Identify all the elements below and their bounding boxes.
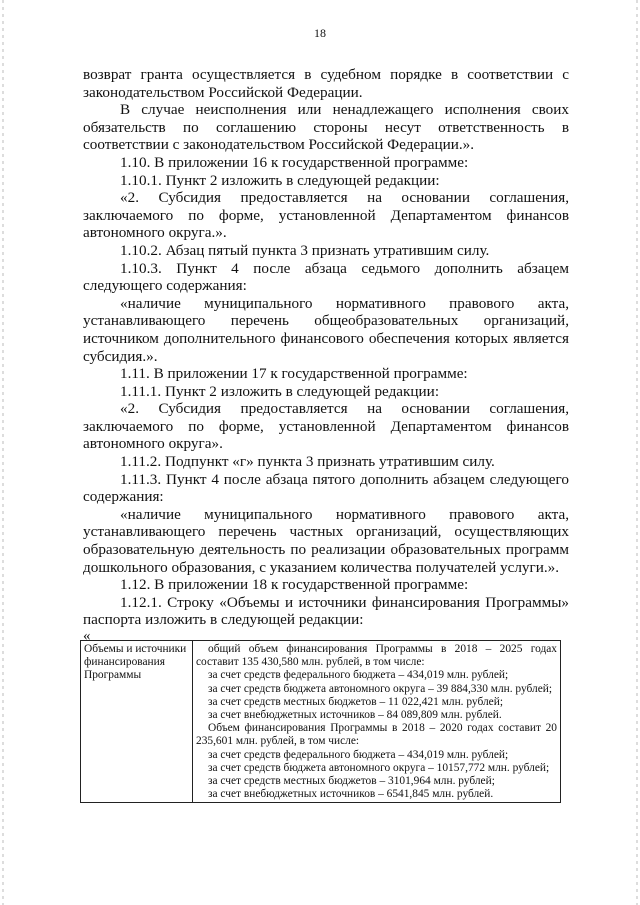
document-body [83,66,569,644]
funding-line: за счет средств федерального бюджета – 434,019 млн. рублей; [208,748,509,761]
paragraph: «2. Субсидия предоставляется на основании соглашения, заключаемого по форме, установленной Департаментом финансов автономного округа». [83,400,569,453]
paragraph: «наличие муниципального нормативного правового акта, устанавливающего перечень общеобразовательных организаций, источником дополнительного финансового обеспечения которых является субсидия.». [83,294,569,365]
funding-line: за счет средств местных бюджетов – 3101,964 млн. рублей; [208,775,495,788]
paragraph: 1.10.3. Пункт 4 после абзаца седьмого дополнить абзацем следующего содержания: [83,259,569,295]
paragraph: 1.12.1. Строку «Объемы и источники финансирования Программы» паспорта изложить в следующей редакции: [83,593,569,629]
paragraph: В случае неисполнения или ненадлежащего исполнения своих обязательств по соглашению стороны несут ответственность в соответствии с законодательством Российской Федерации.». [83,101,569,154]
paragraph: 1.10. В приложении 16 к государственной программе: [120,153,469,171]
paragraph: «2. Субсидия предоставляется на основании соглашения, заключаемого по форме, установленной Департаментом финансов автономного округа.». [83,189,569,242]
paragraph: 1.11. В приложении 17 к государственной программе: [120,365,468,383]
paragraph: 1.11.3. Пункт 4 после абзаца пятого дополнить абзацем следующего содержания: [83,470,569,506]
funding-line: за счет средств бюджета автономного округа – 39 884,330 млн. рублей; [208,682,553,695]
table-row [81,641,561,803]
funding-line: за счет внебюджетных источников – 6541,845 млн. рублей. [208,788,494,801]
paragraph: 1.11.1. Пункт 2 изложить в следующей редакции: [120,382,440,400]
funding-line: за счет средств бюджета автономного округа – 10157,772 млн. рублей; [208,761,550,774]
paragraph: «наличие муниципального нормативного правового акта, устанавливающего перечень частных организаций, осуществляющих образовательную деятельность по реализации образовательных программ дошкольного образования, с указанием количества получателей услуги.». [83,505,569,576]
funding-line: за счет средств местных бюджетов – 11 022,421 млн. рублей; [208,695,503,708]
scan-edge-right [636,0,638,905]
paragraph: 1.10.1. Пункт 2 изложить в следующей редакции: [120,171,440,189]
funding-line: Объем финансирования Программы в 2018 – 2020 годах составит 20 235,601 млн. рублей, в том числе: [196,722,557,748]
scan-edge-left [2,0,4,905]
paragraph: возврат гранта осуществляется в судебном порядке в соответствии с законодательством Российской Федерации. [83,66,569,101]
page-number: 18 [314,26,326,40]
opening-quote-mark: « [83,628,91,644]
paragraph: 1.11.2. Подпункт «г» пункта 3 признать утратившим силу. [120,453,495,471]
funding-line: общий объем финансирования Программы в 2018 – 2025 годах составит 135 430,580 млн. рублей, в том числе: [196,643,557,669]
paragraph: 1.10.2. Абзац пятый пункта 3 признать утратившим силу. [120,241,490,259]
funding-line: за счет средств федерального бюджета – 434,019 млн. рублей; [208,669,509,682]
row-label-cell: Объемы и источники финансирования Программы [81,641,193,803]
paragraph: 1.12. В приложении 18 к государственной программе: [120,576,469,594]
program-passport-table [80,640,561,803]
row-value-cell [193,641,561,803]
funding-line: за счет внебюджетных источников – 84 089,809 млн. рублей. [208,709,502,722]
